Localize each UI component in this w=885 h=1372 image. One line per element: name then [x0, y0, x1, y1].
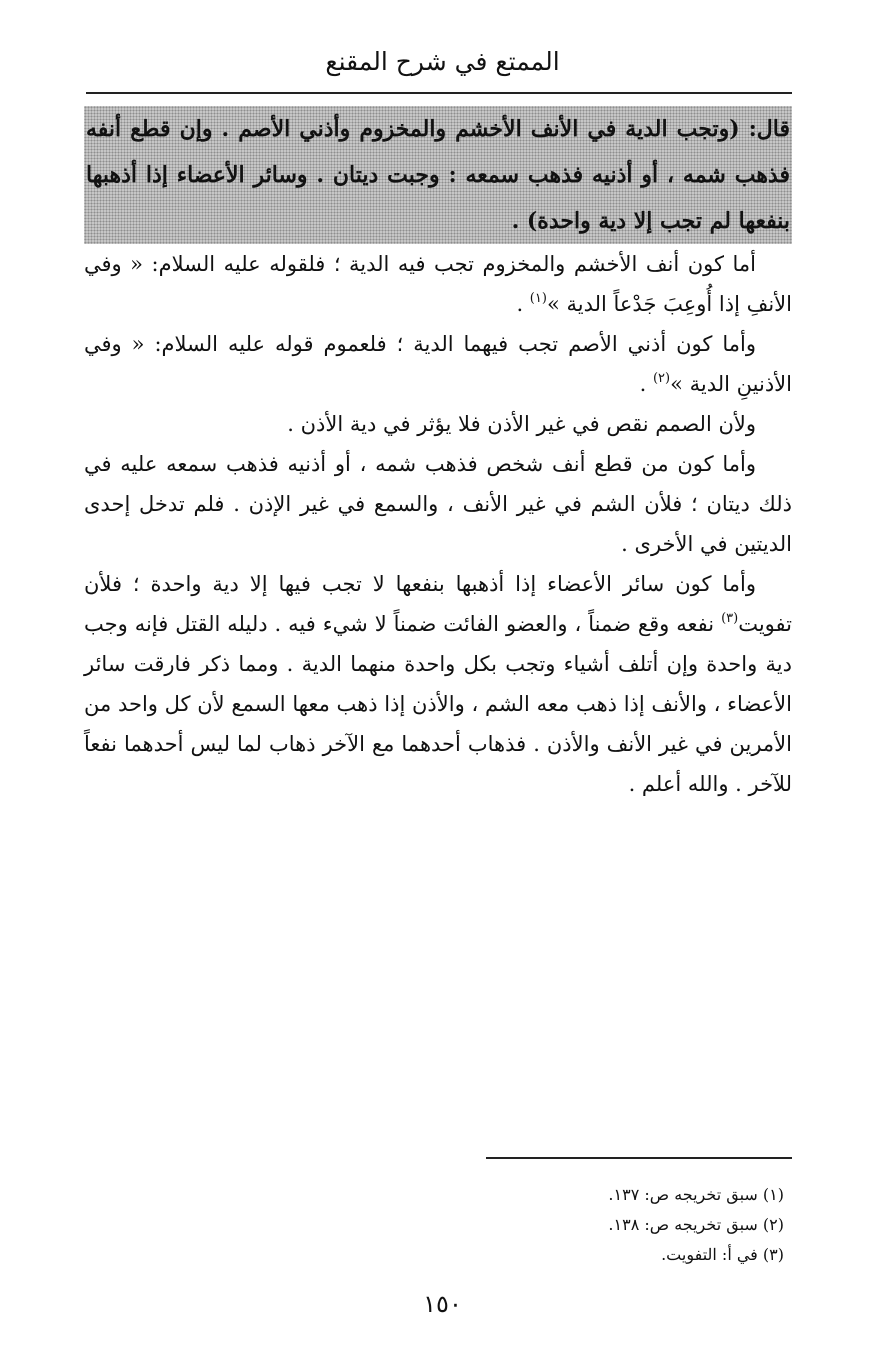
commentary-paragraph-1: أما كون أنف الأخشم والمخزوم تجب فيه الدية ؛ فلقوله عليه السلام: « وفي الأنفِ إذا أُوعِبَ جَدْعاً الدية »$^{(١)}$ . — [84, 252, 792, 316]
footnote-2: (٢) سبق تخريجه ص: ١٣٨. — [608, 1215, 784, 1234]
footnotes — [300, 1180, 784, 1270]
commentary-paragraph-2: وأما كون أذني الأصم تجب فيهما الدية ؛ فلعموم قوله عليه السلام: « وفي الأذنينِ الدية »$^{(٢)}$ . — [84, 332, 792, 396]
commentary-paragraph-4: وأما كون من قطع أنف شخص فذهب شمه ، أو أذنيه فذهب سمعه عليه في ذلك ديتان ؛ فلأن الشم في غير الأنف ، والسمع في غير الإذن . فلم تدخل إحدى الديتين في الأخرى . — [84, 452, 792, 556]
footnote-1: (١) سبق تخريجه ص: ١٣٧. — [608, 1185, 784, 1204]
footnote-rule — [486, 1157, 792, 1159]
running-head-title: الممتع في شرح المقنع — [325, 47, 560, 76]
footnote-3: (٣) في أ: التفويت. — [661, 1245, 784, 1264]
header-rule — [86, 92, 792, 94]
commentary-paragraph-3: ولأن الصمم نقص في غير الأذن فلا يؤثر في دية الأذن . — [287, 412, 756, 436]
matn-highlight-block: قال: (وتجب الدية في الأنف الأخشم والمخزوم وأذني الأصم . وإن قطع أنفه فذهب شمه ، أو أذنيه فذهب سمعه : وجبت ديتان . وسائر الأعضاء إذا أذهبها بنفعها لم تجب إلا دية واحدة) . — [84, 106, 792, 244]
footnote-marker-1[interactable]: (١) — [529, 291, 547, 306]
commentary-paragraph-5: وأما كون سائر الأعضاء إذا أذهبها بنفعها لا تجب فيها إلا دية واحدة ؛ فلأن تفويت$^{(٣)}$ نفعه وقع ضمناً ، والعضو الفائت ضمناً لا شيء فيه . دليله القتل فإنه وجب دية واحدة وإن أتلف أشياء وتجب بكل واحدة منهما الدية . ومما ذكر فارقت سائر الأعضاء ، والأنف إذا ذهب معه الشم ، والأذن إذا ذهب معها السمع لأن كل واحد من الأمرين في غير الأنف والأذن . فذهاب أحدهما مع الآخر ذهاب لما ليس أحدهما نفعاً للآخر . والله أعلم . — [84, 572, 792, 796]
page-number: ١٥٠ — [423, 1290, 462, 1318]
commentary-body — [84, 244, 792, 804]
footnote-marker-2[interactable]: (٢) — [652, 371, 671, 386]
footnote-marker-3[interactable]: (٣) — [721, 611, 739, 626]
